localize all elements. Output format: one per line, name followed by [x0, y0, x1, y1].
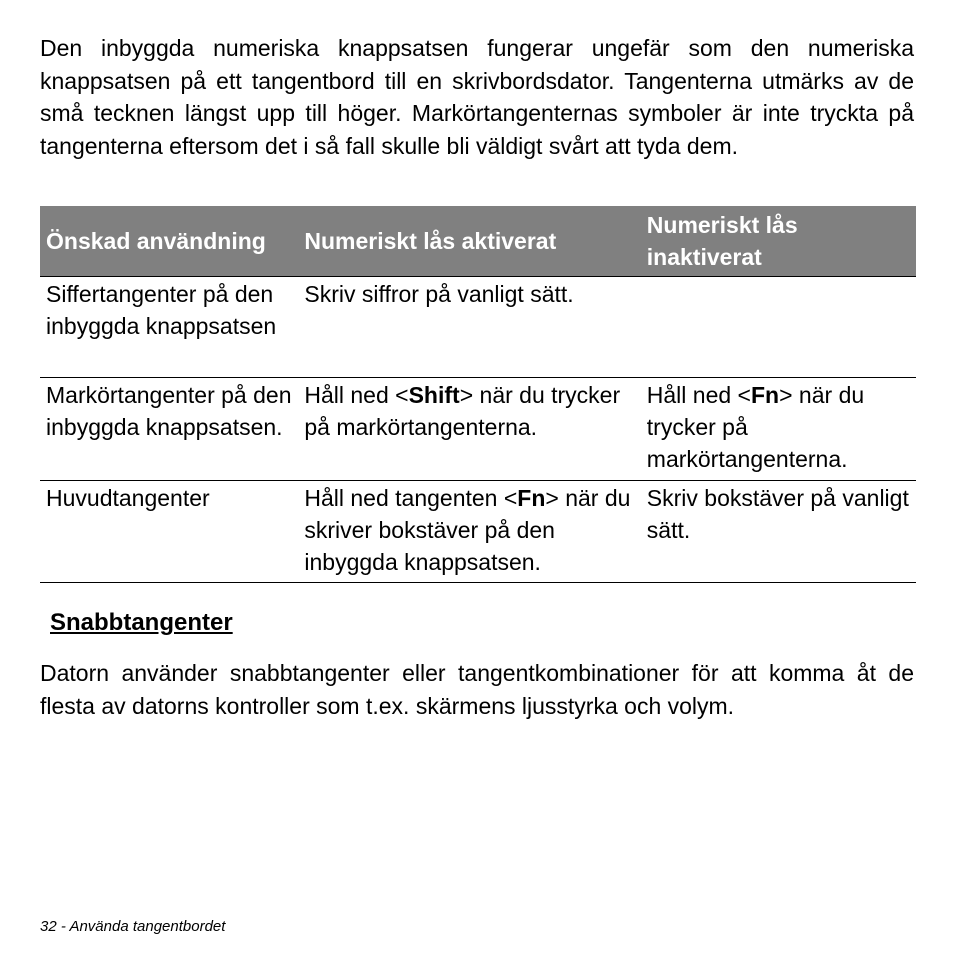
table-header-row: [40, 206, 916, 276]
cell-usage: Markörtangenter på den inbyggda knappsatsen.: [40, 377, 298, 480]
column-header-numlock-off: Numeriskt lås inaktiverat: [641, 206, 916, 276]
cell-text-before-key: Håll ned <: [304, 381, 409, 408]
cell-numlock-off: [641, 377, 916, 480]
table-row: [40, 377, 916, 480]
table-row: [40, 276, 916, 377]
column-header-usage: Önskad användning: [40, 206, 298, 276]
cell-text-before-key: Håll ned tangenten <: [304, 484, 518, 511]
column-header-numlock-on: Numeriskt lås aktiverat: [298, 206, 640, 276]
cell-numlock-off: Skriv bokstäver på vanligt sätt.: [641, 480, 916, 582]
numeric-keypad-table: [40, 206, 916, 583]
key-name: Shift: [408, 381, 460, 408]
key-name: Fn: [751, 381, 780, 408]
cell-numlock-on: [298, 480, 640, 582]
hotkeys-paragraph: Datorn använder snabbtangenter eller tangentkombinationer för att komma åt de flesta av datorns kontroller som t.ex. skärmens ljusstyrka och volym.: [40, 660, 914, 719]
key-name: Fn: [517, 484, 546, 511]
page-footer: 32 - Använda tangentbordet: [40, 918, 226, 935]
cell-text-after-key: > när du trycker på markörtangenterna.: [646, 381, 865, 472]
cell-text-before-key: Håll ned <: [646, 381, 751, 408]
cell-usage: Huvudtangenter: [40, 480, 298, 582]
cell-numlock-off: [641, 276, 916, 377]
table-row: [40, 480, 916, 582]
intro-paragraph: Den inbyggda numeriska knappsatsen fungerar ungefär som den numeriska knappsatsen på ett tangentbord till en skrivbordsdator. Tangenterna utmärks av de små tecknen längst upp till höger. Markörtangenternas symboler är inte tryckta på tangenterna eftersom det i så fall skulle bli väldigt svårt att tyda dem.: [40, 35, 914, 159]
cell-usage: Siffertangenter på den inbyggda knappsatsen: [40, 276, 298, 377]
cell-text-after-key: > när du skriver bokstäver på den inbyggda knappsatsen.: [304, 484, 631, 575]
section-heading: Snabbtangenter: [50, 609, 233, 636]
cell-numlock-on: Skriv siffror på vanligt sätt.: [298, 276, 640, 377]
cell-text-after-key: > när du trycker på markörtangenterna.: [304, 381, 621, 440]
cell-numlock-on: [298, 377, 640, 480]
